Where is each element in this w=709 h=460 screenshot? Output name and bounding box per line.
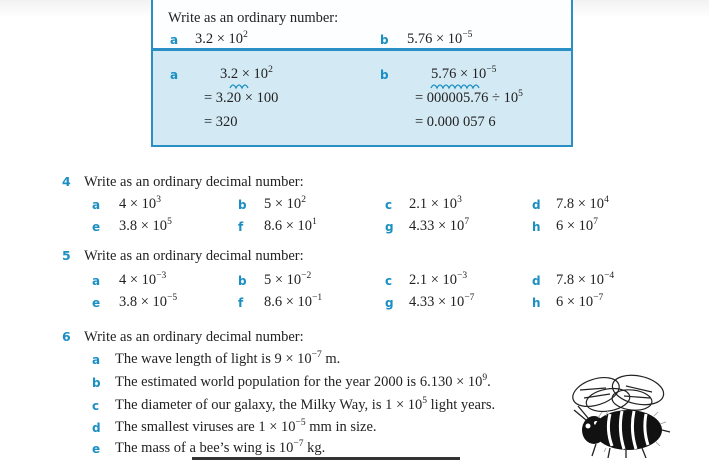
q4-label-b: b [238,198,247,212]
solution-label-a: a [170,68,179,82]
q4-part-h: $6 \times 10^7$ [556,217,598,234]
question-number-5: 5 [62,248,71,263]
q4-part-b: $5 \times 10^2$ [264,195,306,212]
q6-part-d: The smallest viruses are $1 \times 10^{-5}$ mm in size. [115,418,377,435]
q5-part-d: $7.8 \times 10^{-4}$ [556,271,615,288]
q4-label-e: e [92,220,101,234]
q4-part-g: $4.33 \times 10^7$ [409,217,470,234]
example-label-b: b [380,33,389,47]
q6-label-e: e [92,442,101,456]
example-expression-b: $5.76 \times 10^{-5}$ [407,30,473,47]
solution-b-line2: = $000005.76 \div 10^5$ [415,89,523,106]
q4-part-f: $8.6 \times 10^1$ [264,217,317,234]
q5-part-f: $8.6 \times 10^{-1}$ [264,293,323,310]
solution-b-line1: $5.76 \times 10^{-5}$ [431,65,497,82]
q6-label-d: d [92,421,101,435]
q4-label-c: c [385,198,393,212]
q4-part-e: $3.8 \times 10^5$ [119,217,172,234]
q5-label-g: g [385,296,394,310]
q5-part-h: $6 \times 10^{-7}$ [556,293,604,310]
q5-label-e: e [92,296,101,310]
solution-a-line2: = 3.20 × 100 [204,90,279,106]
question-number-6: 6 [62,329,71,344]
q5-label-h: h [532,296,541,310]
q5-label-b: b [238,274,247,288]
example-label-a: a [170,33,179,47]
q5-label-c: c [385,274,393,288]
q6-label-c: c [92,399,100,413]
q4-part-d: $7.8 \times 10^4$ [556,195,609,212]
solution-a-line1: $3.2 \times 10^2$ [220,65,273,82]
move-digits-arc [430,82,482,90]
q6-part-a: The wave length of light is $9 \times 10^{-7}$ m. [115,350,341,367]
q4-label-a: a [92,198,101,212]
q6-label-a: a [92,353,101,367]
solution-b-line3: = 0.000 057 6 [415,114,496,130]
question-number-4: 4 [62,174,71,189]
q5-part-b: $5 \times 10^{-2}$ [264,271,312,288]
q5-part-a: $4 \times 10^{-3}$ [119,271,167,288]
bee-icon [566,370,676,458]
move-digits-arc [229,82,249,90]
q4-label-g: g [385,220,394,234]
q4-part-c: $2.1 \times 10^3$ [409,195,462,212]
q5-part-e: $3.8 \times 10^{-5}$ [119,293,178,310]
solution-label-b: b [380,68,389,82]
question-4-instruction: Write as an ordinary decimal number: [84,174,304,190]
q5-part-c: $2.1 \times 10^{-3}$ [409,271,468,288]
q4-part-a: $4 \times 10^3$ [119,195,161,212]
q6-part-b: The estimated world population for the year 2000 is $6.130 \times 10^9$. [115,373,491,390]
q5-label-d: d [532,274,541,288]
q5-label-f: f [238,296,244,310]
q6-part-c: The diameter of our galaxy, the Milky Way, is $1 \times 10^5$ light years. [115,396,496,413]
q5-part-g: $4.33 \times 10^{-7}$ [409,293,475,310]
question-5-instruction: Write as an ordinary decimal number: [84,248,304,264]
example-instruction: Write as an ordinary number: [168,10,339,26]
q6-part-e: The mass of a bee’s wing is $10^{-7}$ kg. [115,439,326,456]
q4-label-h: h [532,220,541,234]
q4-label-d: d [532,198,541,212]
question-6-instruction: Write as an ordinary decimal number: [84,329,304,345]
example-expression-a: $3.2 \times 10^2$ [195,30,248,47]
q4-label-f: f [238,220,244,234]
q5-label-a: a [92,274,101,288]
solution-a-line3: = 320 [204,114,238,130]
q6-label-b: b [92,376,101,390]
